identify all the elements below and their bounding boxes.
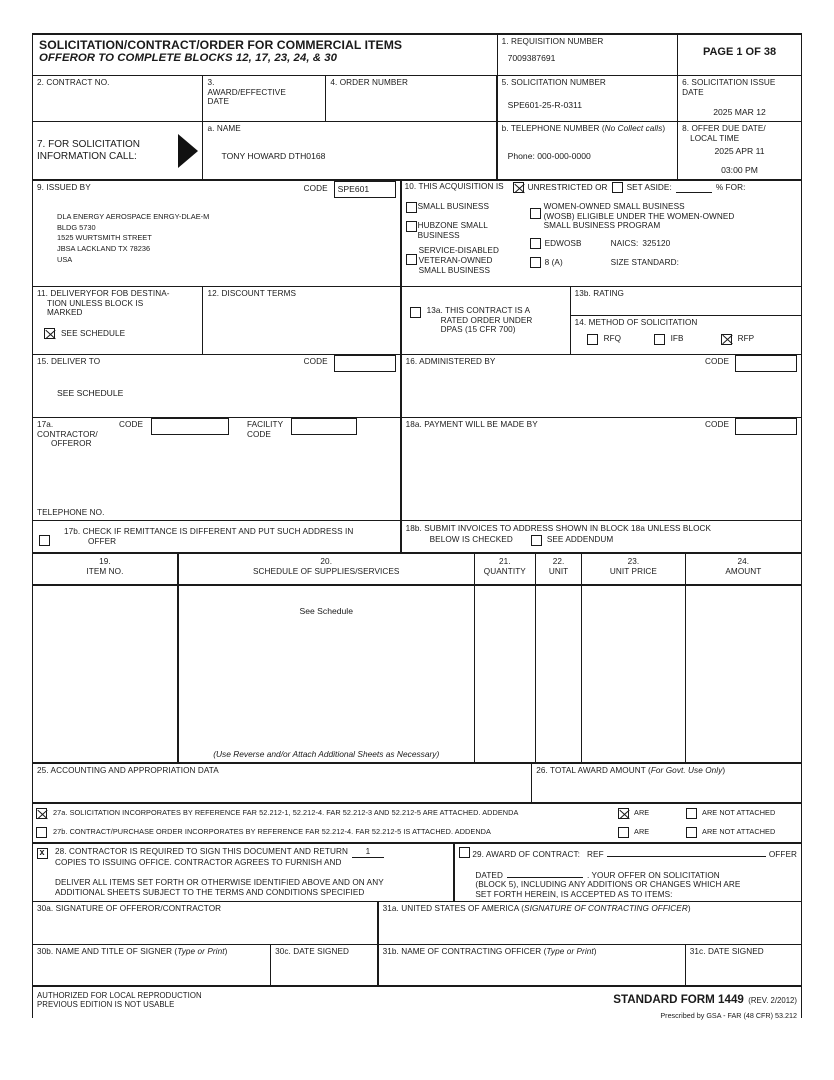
schedule-table-body [33, 586, 801, 764]
wosb-label-line1: WOMEN-OWNED SMALL BUSINESS [543, 202, 685, 211]
block-27b-are-label: ARE [634, 827, 650, 837]
block-7b-label-italic: No Collect calls [604, 124, 663, 133]
block-15-label: 15. DELIVER TO [37, 357, 101, 366]
eight-a-checkbox[interactable] [530, 257, 541, 268]
block-10-left-options [406, 202, 499, 275]
block-9-code-label: CODE [303, 184, 328, 193]
remittance-invoices-row [33, 521, 801, 554]
block-13a-label-line3: DPAS (15 CFR 700) [440, 325, 516, 335]
page-number-label: PAGE 1 OF 38 [702, 46, 777, 58]
block-8-date-value: 2025 APR 11 [714, 146, 765, 157]
block-3-award-effective-date[interactable] [203, 76, 326, 121]
block-18a-code-value[interactable] [735, 418, 797, 435]
block-11-label-line3: MARKED [47, 308, 83, 318]
contractor-payment-row [33, 418, 801, 521]
col-header-schedule-of-supplies [179, 554, 475, 584]
block-27b-row [33, 823, 801, 844]
block-9-label: 9. ISSUED BY [37, 183, 91, 192]
set-aside-percent-line[interactable] [676, 183, 712, 193]
block-28-line3: DELIVER ALL ITEMS SET FORTH OR OTHERWISE IDENTIFIED ABOVE AND ON ANY [55, 878, 384, 888]
hubzone-label-line1: HUBZONE SMALL [417, 221, 488, 230]
block-17a-label-line2: OFFEROR [51, 439, 92, 449]
block-8-label-line2: LOCAL TIME [690, 133, 740, 143]
unrestricted-checkbox[interactable] [513, 182, 524, 193]
footer-left-line1: AUTHORIZED FOR LOCAL REPRODUCTION [37, 991, 202, 1000]
see-addendum-label: SEE ADDENDUM [546, 535, 614, 545]
block-2-label: 2. CONTRACT NO. [37, 78, 110, 87]
block-7b-telephone-number[interactable] [498, 122, 678, 179]
block-29-line2-rest: . YOUR OFFER ON SOLICITATION [586, 870, 720, 880]
block-7a-value: TONY HOWARD DTH0168 [221, 150, 326, 161]
unrestricted-label: UNRESTRICTED OR [527, 182, 608, 192]
block-30c-date-signed[interactable] [271, 945, 379, 985]
block-28-line1: 28. CONTRACTOR IS REQUIRED TO SIGN THIS DOCUMENT AND RETURN [55, 847, 348, 856]
col-22-name: UNIT [548, 566, 569, 576]
solicitation-contact-row [33, 122, 801, 181]
block-25-accounting-data[interactable] [33, 764, 532, 802]
block-27b-are-not-label: ARE NOT ATTACHED [702, 827, 776, 837]
col-23-num: 23. [627, 557, 640, 566]
block-17a-facility-label-line2: CODE [246, 429, 271, 439]
schedule-table-header [33, 554, 801, 586]
footer-left-line2: PREVIOUS EDITION IS NOT USABLE [37, 1000, 175, 1010]
block-27b-checkbox[interactable] [36, 827, 47, 838]
block-5-label: 5. SOLICITATION NUMBER [501, 78, 606, 87]
block-31c-date-signed[interactable] [686, 945, 801, 985]
block-28-checkbox[interactable] [37, 848, 48, 859]
sdvosb-checkbox[interactable] [406, 254, 417, 265]
block-18b-label-line1: 18b. SUBMIT INVOICES TO ADDRESS SHOWN IN BLOCK 18a UNLESS BLOCK [405, 524, 712, 533]
block-12-discount-terms[interactable] [203, 287, 401, 354]
block-8-label-line1: 8. OFFER DUE DATE/ [682, 124, 766, 133]
block-17b-label-line1: 17b. CHECK IF REMITTANCE IS DIFFERENT AND PUT SUCH ADDRESS IN [64, 526, 354, 536]
block-1-requisition-number[interactable] [498, 35, 678, 75]
block-29-ref-line[interactable] [607, 847, 766, 857]
small-business-label: SMALL BUSINESS [417, 202, 489, 211]
footer-left [33, 987, 417, 1021]
issued-by-address-line-1: DLA ENERGY AEROSPACE ENRGY-DLAE-M [57, 212, 210, 221]
block-10-this-acquisition-is [402, 181, 801, 286]
block-31a-label-italic: SIGNATURE OF CONTRACTING OFFICER [524, 904, 688, 913]
block-13a-rated-order[interactable] [402, 287, 571, 354]
block-9-code-value[interactable]: SPE601 [334, 181, 396, 198]
block-31c-label: 31c. DATE SIGNED [689, 947, 764, 956]
block-29-line3: (BLOCK 5), INCLUDING ANY ADDITIONS OR CHANGES WHICH ARE [475, 880, 741, 890]
block-7-label-line2: INFORMATION CALL: [37, 150, 137, 162]
block-7-for-solicitation-info-call [33, 122, 203, 179]
block-27b-are-checkbox[interactable] [618, 827, 629, 838]
block-7a-label: a. NAME [207, 124, 241, 133]
block-30a-label: 30a. SIGNATURE OF OFFEROR/CONTRACTOR [37, 904, 222, 913]
block-16-code-value[interactable] [735, 355, 797, 372]
set-aside-checkbox[interactable] [612, 182, 623, 193]
block-30b-label [37, 947, 266, 957]
block-17a-label-line1: 17a. CONTRACTOR/ [37, 420, 98, 439]
block-6-label: 6. SOLICITATION ISSUE DATE [682, 78, 776, 97]
issued-by-address-line-5: USA [57, 254, 73, 264]
block-28-line2: COPIES TO ISSUING OFFICE. CONTRACTOR AGREES TO FURNISH AND [55, 857, 342, 867]
block-31b-name-contracting-officer[interactable] [379, 945, 686, 985]
sdvosb-label-line2: VETERAN-OWNED [418, 256, 493, 266]
see-addendum-checkbox[interactable] [531, 535, 542, 546]
sign-award-row [33, 844, 801, 902]
wosb-label-line2: (WOSB) ELIGIBLE UNDER THE WOMEN-OWNED [543, 211, 735, 221]
block-28-line4: ADDITIONAL SHEETS SUBJECT TO THE TERMS AND CONDITIONS SPECIFIED [55, 888, 365, 898]
block-27b-are-not-checkbox[interactable] [686, 827, 697, 838]
block-11-delivery[interactable] [33, 287, 203, 354]
contract-info-row [33, 76, 801, 122]
issued-by-address-line-3: 1525 WURTSMITH STREET [57, 233, 152, 243]
percent-for-label: % FOR: [715, 182, 746, 192]
block-9-issued-by[interactable] [33, 181, 402, 286]
rfq-checkbox[interactable] [587, 334, 598, 345]
block-29-line4: SET FORTH HEREIN, IS ACCEPTED AS TO ITEMS: [475, 890, 673, 900]
block-16-code-label: CODE [705, 357, 729, 366]
edwosb-checkbox[interactable] [530, 238, 541, 249]
block-27a-label: 27a. SOLICITATION INCORPORATES BY REFERENCE FAR 52.212-1, 52.212-4. FAR 52.212-3 AND 52.212-5 ARE ATTACHED. ADDENDA [53, 808, 519, 818]
footer-right [417, 987, 801, 1021]
block-1-value: 7009387691 [507, 52, 556, 63]
issued-by-acquisition-row [33, 181, 801, 287]
ifb-label: IFB [670, 334, 684, 344]
block-30a-signature-offeror[interactable] [33, 902, 379, 944]
block-26-label-end: ) [722, 766, 726, 775]
block-6-solicitation-issue-date[interactable] [678, 76, 801, 121]
block-7a-name[interactable] [203, 122, 497, 179]
footer-form-line [421, 990, 797, 1008]
block-31a-signature-contracting-officer[interactable] [379, 902, 801, 944]
wosb-checkbox[interactable] [530, 208, 541, 219]
block-17a-code-label: CODE [119, 420, 143, 429]
rfq-label: RFQ [603, 334, 622, 344]
block-15-deliver-to[interactable] [33, 355, 402, 417]
eight-a-label: 8 (A) [544, 257, 563, 267]
col-header-unit [536, 554, 582, 584]
accounting-total-row [33, 764, 801, 804]
schedule-footer-note: (Use Reverse and/or Attach Additional Sheets as Necessary) [213, 749, 440, 759]
col-23-name: UNIT PRICE [609, 566, 657, 576]
block-28-check-glyph: x [39, 847, 45, 857]
block-31b-label [383, 947, 681, 957]
block-2-contract-no[interactable] [33, 76, 203, 121]
block-7b-value: Phone: 000-000-0000 [507, 150, 591, 161]
block-27a-are-label: ARE [634, 808, 650, 818]
block-31b-label-end: ) [593, 947, 597, 956]
col-19-name: ITEM NO. [86, 566, 124, 576]
block-27a-are-checkbox[interactable] [618, 808, 629, 819]
issued-by-address-line-2: BLDG 5730 [57, 222, 96, 232]
delivery-discount-rating-row [33, 287, 801, 355]
col-21-num: 21. [498, 557, 511, 566]
hubzone-checkbox[interactable] [406, 221, 417, 232]
block-15-code-value[interactable] [334, 355, 396, 372]
block-10-right-options [530, 202, 735, 268]
col-21-name: QUANTITY [483, 566, 526, 576]
block-18b-submit-invoices[interactable] [402, 521, 801, 552]
block-25-label: 25. ACCOUNTING AND APPROPRIATION DATA [37, 766, 219, 775]
rfp-checkbox[interactable] [721, 334, 732, 345]
block-26-total-award-amount[interactable] [532, 764, 801, 802]
naics-value: 325120 [642, 238, 671, 248]
block-31a-label [383, 904, 797, 914]
block-31a-label-main: 31a. UNITED STATES OF AMERICA ( [382, 904, 525, 913]
table-cell-amount[interactable] [686, 586, 801, 762]
block-8-time-value: 03:00 PM [721, 165, 758, 176]
col-19-num: 19. [99, 557, 111, 566]
block-27b-label: 27b. CONTRACT/PURCHASE ORDER INCORPORATES BY REFERENCE FAR 52.212-4. FAR 52.212-5 IS ATTACHED. ADDENDA [53, 827, 491, 837]
block-29-dated-line[interactable] [507, 868, 583, 878]
block-6-value: 2025 MAR 12 [713, 107, 766, 118]
block-7b-label [502, 124, 673, 134]
title-row [33, 35, 801, 76]
form-footer [33, 987, 801, 1021]
block-27a-are-not-checkbox[interactable] [686, 808, 697, 819]
block-30b-label-main: 30b. NAME AND TITLE OF SIGNER ( [37, 947, 178, 956]
block-31a-label-end: ) [687, 904, 691, 913]
block-13b-14-column [571, 287, 801, 354]
delivery-see-schedule-label: SEE SCHEDULE [61, 328, 126, 338]
block-17b-label-line2: OFFER [88, 536, 117, 546]
sdvosb-label-line1: SERVICE-DISABLED [418, 246, 499, 256]
block-31b-label-italic: Type or Print [546, 947, 594, 956]
block-17a-facility-value[interactable] [291, 418, 357, 435]
block-27a-row [33, 804, 801, 823]
col-20-name: SCHEDULE OF SUPPLIES/SERVICES [253, 566, 400, 576]
block-13a-label-line1: 13a. THIS CONTRACT IS A [426, 305, 531, 315]
block-4-order-number[interactable] [326, 76, 497, 121]
block-14-label: 14. METHOD OF SOLICITATION [574, 318, 698, 327]
block-15-value: SEE SCHEDULE [57, 388, 124, 398]
block-27a-checkbox[interactable] [36, 808, 47, 819]
block-7b-label-end: ) [662, 124, 666, 133]
block-18a-code-label: CODE [705, 420, 729, 429]
col-header-quantity [475, 554, 536, 584]
block-5-value: SPE601-25-R-0311 [507, 99, 582, 110]
edwosb-label: EDWOSB [544, 238, 582, 248]
col-24-name: AMOUNT [725, 566, 762, 576]
table-cell-item-no[interactable] [33, 586, 179, 762]
footer-prescribed-by: Prescribed by GSA - FAR (48 CFR) 53.212 [660, 1011, 797, 1020]
small-business-checkbox[interactable] [406, 202, 417, 213]
block-16-label: 16. ADMINISTERED BY [405, 357, 496, 366]
block-27a-are-not-label: ARE NOT ATTACHED [702, 808, 776, 818]
block-26-label [536, 766, 797, 776]
table-cell-schedule[interactable] [179, 586, 475, 762]
block-30b-label-italic: Type or Print [177, 947, 225, 956]
block-13b-label: 13b. RATING [574, 289, 625, 298]
block-17a-contractor-offeror[interactable] [33, 418, 402, 520]
col-header-unit-price [582, 554, 686, 584]
block-17a-facility-label-line1: FACILITY [246, 420, 284, 429]
block-16-administered-by[interactable] [402, 355, 801, 417]
size-standard-label: SIZE STANDARD: [610, 257, 679, 267]
col-header-amount [686, 554, 801, 584]
block-29-line1-a: 29. AWARD OF CONTRACT: [472, 850, 581, 859]
block-29-ref-label: REF [587, 850, 604, 859]
block-17b-checkbox[interactable] [39, 535, 50, 546]
page-number [678, 35, 801, 75]
block-13b-rating[interactable] [571, 287, 801, 316]
signature-row [33, 902, 801, 945]
block-26-label-main: 26. TOTAL AWARD AMOUNT ( [536, 766, 651, 775]
block-14-method-of-solicitation [571, 316, 801, 354]
col-header-item-no [33, 554, 179, 584]
ifb-checkbox[interactable] [654, 334, 665, 345]
block-29-award-of-contract[interactable] [455, 844, 801, 901]
block-26-label-italic: For Govt. Use Only [650, 766, 723, 775]
block-29-checkbox[interactable] [459, 847, 470, 858]
block-27b-contract-incorporates[interactable] [33, 823, 801, 842]
hubzone-label-line2: BUSINESS [417, 230, 460, 240]
block-13a-checkbox[interactable] [410, 307, 421, 318]
block-28-contractor-sign[interactable] [33, 844, 455, 901]
sdvosb-label-line3: SMALL BUSINESS [418, 265, 490, 275]
block-11-label-line2: TION UNLESS BLOCK IS [47, 298, 144, 308]
block-17a-code-value[interactable] [151, 418, 229, 435]
form-title-cell [33, 35, 498, 75]
footer-form-name: STANDARD FORM 1449 [613, 993, 744, 1006]
block-31b-label-main: 31b. NAME OF CONTRACTING OFFICER ( [382, 947, 547, 956]
form-title-line1: SOLICITATION/CONTRACT/ORDER FOR COMMERCIAL ITEMS [39, 38, 403, 52]
block-30b-name-title-signer[interactable] [33, 945, 271, 985]
block-4-label: 4. ORDER NUMBER [330, 78, 409, 87]
block-5-solicitation-number[interactable] [498, 76, 678, 121]
block-18a-label: 18a. PAYMENT WILL BE MADE BY [405, 420, 538, 429]
block-30b-label-end: ) [224, 947, 228, 956]
sf1449-form [32, 33, 802, 1018]
table-cell-unit[interactable] [536, 586, 582, 762]
col-24-num: 24. [737, 557, 750, 566]
table-cell-unit-price[interactable] [582, 586, 686, 762]
block-7b-label-main: b. TELEPHONE NUMBER ( [501, 124, 605, 133]
schedule-body-note: See Schedule [299, 606, 353, 616]
block-7-label-line1: 7. FOR SOLICITATION [37, 138, 140, 150]
form-title-line2: OFFEROR TO COMPLETE BLOCKS 12, 17, 23, 24, & 30 [39, 52, 338, 64]
pointer-triangle-icon [178, 134, 198, 168]
col-22-num: 22. [552, 557, 565, 566]
block-8-offer-due-date[interactable] [678, 122, 801, 179]
block-29-dated-label: DATED [475, 870, 503, 880]
col-20-num: 20. [320, 557, 333, 566]
block-28-copies-value[interactable]: 1 [352, 847, 384, 858]
block-29-offer-label: OFFER [768, 850, 797, 859]
wosb-label-line3: SMALL BUSINESS PROGRAM [543, 221, 661, 231]
footer-form-rev: (REV. 2/2012) [748, 996, 797, 1005]
rfp-label: RFP [737, 334, 755, 344]
block-15-code-label: CODE [303, 357, 328, 366]
block-12-label: 12. DISCOUNT TERMS [207, 289, 297, 298]
table-cell-quantity[interactable] [475, 586, 536, 762]
block-1-label: 1. REQUISITION NUMBER [501, 37, 604, 46]
issued-by-address-line-4: JBSA LACKLAND TX 78236 [57, 244, 151, 254]
delivery-see-schedule-checkbox[interactable] [44, 328, 55, 339]
deliver-administered-row [33, 355, 801, 418]
block-18a-payment-will-be-made-by[interactable] [402, 418, 801, 520]
block-17b-remittance[interactable] [33, 521, 402, 552]
block-13a-label-line2: RATED ORDER UNDER [440, 315, 533, 325]
block-30c-label: 30c. DATE SIGNED [275, 947, 350, 956]
block-3-label: 3. AWARD/EFFECTIVE DATE [207, 78, 286, 107]
block-10-label: 10. THIS ACQUISITION IS [404, 182, 504, 191]
set-aside-label: SET ASIDE: [626, 182, 672, 192]
block-18b-label-line2: BELOW IS CHECKED [429, 535, 513, 545]
naics-label: NAICS: [610, 238, 639, 248]
block-11-label-line1: 11. DELIVERYFOR FOB DESTINA- [37, 289, 170, 298]
signer-names-row [33, 945, 801, 987]
block-17a-telephone-label: TELEPHONE NO. [37, 508, 105, 518]
block-27a-solicitation-incorporates[interactable] [33, 804, 801, 823]
